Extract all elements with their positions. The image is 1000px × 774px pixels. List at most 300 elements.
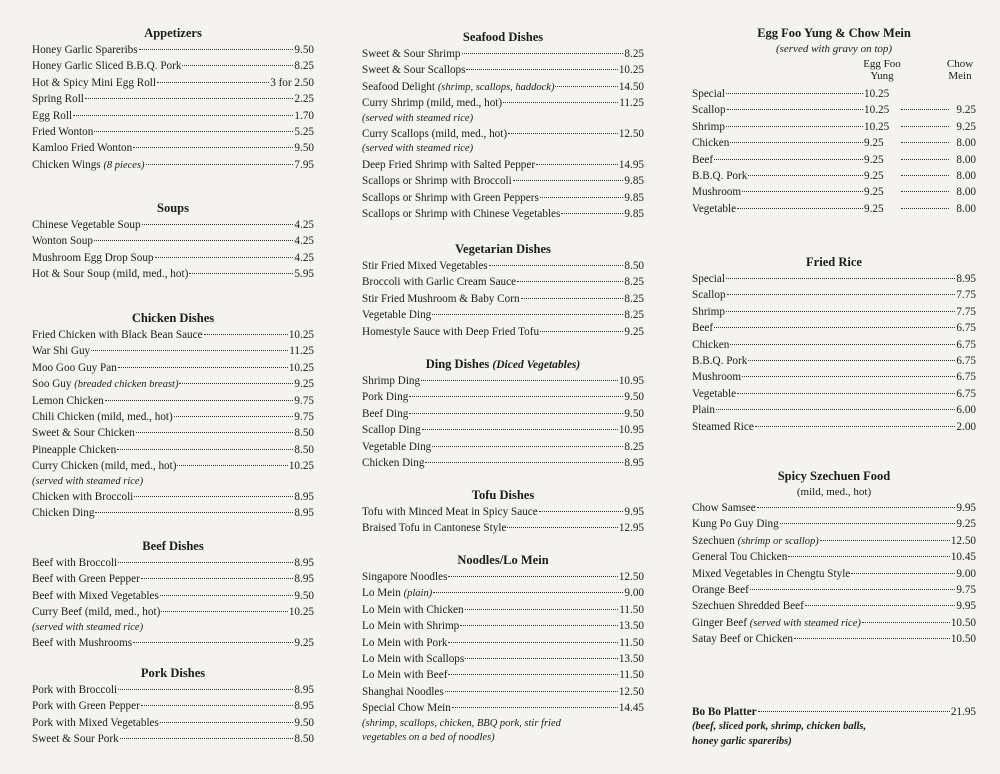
item-name (32, 360, 117, 376)
dot-leader (730, 344, 955, 345)
item-name (32, 604, 160, 620)
item-name-text: Tofu with Minced Meat in Spicy Sauce (362, 506, 538, 518)
dot-leader (433, 592, 623, 593)
dot-leader (727, 109, 863, 110)
item-price: 9.00 (624, 587, 644, 600)
menu-item (32, 75, 314, 91)
item-name (362, 173, 512, 189)
menu-item (692, 86, 976, 102)
item-price: 12.95 (618, 522, 644, 535)
menu-item (362, 684, 644, 700)
appetizers-section (32, 25, 314, 173)
item-name-text: Kung Po Guy Ding (692, 518, 779, 531)
item-price: 9.95 (624, 506, 644, 518)
dot-leader (540, 331, 623, 332)
item-name-text: Beef Ding (362, 407, 409, 420)
item-name (32, 458, 176, 474)
item-name (692, 566, 850, 582)
dot-leader (820, 540, 950, 541)
item-price: 14.45 (618, 702, 644, 715)
item-name: Beef (692, 153, 714, 166)
item-name-text: Shrimp (692, 305, 725, 318)
menu-item (692, 152, 976, 168)
item-name-text: Chicken Ding (362, 456, 425, 469)
item-name-text: Beef with Broccoli (32, 557, 118, 569)
dot-leader (805, 605, 956, 606)
item-price: 9.25 (294, 378, 314, 391)
item-name-text: B.B.Q. Pork (692, 354, 748, 367)
dot-leader (160, 595, 294, 596)
item-name (362, 700, 451, 716)
beef-dishes-section (32, 538, 314, 651)
menu-item (692, 119, 976, 135)
menu-item (362, 602, 644, 618)
dot-leader (73, 115, 293, 116)
item-price: 9.85 (624, 191, 644, 204)
menu-item (362, 439, 644, 455)
item-name-text: Chow Samsee (692, 502, 756, 514)
item-name-text: Sweet & Sour Chicken (32, 427, 135, 440)
menu-item-list (692, 271, 976, 435)
menu-item (32, 140, 314, 156)
item-name: Mushroom (692, 186, 742, 199)
item-note: (shrimp, scallops, chicken, BBQ pork, stir fried (362, 717, 561, 729)
item-price: 8.95 (294, 684, 314, 696)
menu-item (32, 715, 314, 731)
dot-leader (452, 707, 618, 708)
item-price: 9.00 (956, 567, 976, 580)
item-name (692, 369, 741, 385)
menu-item (32, 731, 314, 747)
menu-item (692, 419, 976, 435)
item-name (362, 569, 447, 585)
dot-leader (742, 376, 955, 377)
item-price: 8.50 (294, 443, 314, 456)
item-detail: (served with steamed rice) (749, 617, 861, 629)
item-price: 9.95 (956, 502, 976, 514)
dot-leader (507, 527, 617, 528)
dot-leader (134, 496, 293, 497)
menu-item (692, 549, 976, 565)
egg-foo-yung-price: 9.25 (864, 169, 884, 182)
item-price: 9.85 (624, 208, 644, 221)
section-title: Pork Dishes (140, 666, 206, 680)
item-name (32, 266, 188, 282)
item-name (362, 455, 424, 471)
section-title: Soups (157, 201, 189, 215)
item-price: 8.50 (624, 260, 644, 272)
item-price: 8.50 (294, 427, 314, 440)
item-price: 3 for 2.50 (270, 76, 314, 89)
egg-foo-yung-chow-mein-section (692, 25, 976, 217)
item-name (692, 287, 726, 303)
item-name-text: Beef with Mushrooms (32, 637, 133, 650)
item-name (362, 291, 520, 307)
item-name (32, 233, 93, 249)
menu-item-list (692, 500, 976, 648)
item-price: 7.75 (956, 289, 976, 302)
menu-item (692, 353, 976, 369)
item-name (362, 258, 488, 274)
item-price: 8.25 (624, 48, 644, 60)
item-name (692, 516, 779, 532)
menu-item-list (362, 46, 644, 223)
dot-leader (204, 334, 288, 335)
item-name-text: Moo Goo Guy Pan (32, 361, 117, 374)
dot-leader (726, 311, 955, 312)
item-name (32, 682, 117, 698)
menu-item (692, 386, 976, 402)
item-price: 9.25 (956, 518, 976, 531)
item-name (362, 618, 459, 634)
dot-leader (536, 164, 618, 165)
menu-item (32, 217, 314, 233)
menu-item (362, 618, 644, 634)
dot-leader (539, 511, 624, 512)
dot-leader (901, 109, 949, 110)
item-name (32, 393, 104, 409)
item-name-text: Lo Mein with Chicken (362, 603, 464, 616)
dot-leader (466, 69, 617, 70)
egg-foo-yung-rows (692, 86, 976, 217)
item-price: 8.95 (956, 273, 976, 285)
item-name (32, 731, 119, 747)
item-price: 6.75 (956, 354, 976, 367)
menu-item (32, 425, 314, 441)
item-name-text: Mushroom Egg Drop Soup (32, 251, 154, 264)
item-name-text: Curry Beef (mild, med., hot) (32, 606, 161, 619)
item-name (362, 95, 502, 111)
item-name (692, 271, 725, 287)
dot-leader (561, 213, 623, 214)
item-name (32, 343, 90, 359)
item-price: 2.00 (956, 420, 976, 433)
item-name (362, 79, 554, 95)
chow-mein-price: 9.25 (956, 120, 976, 133)
menu-item (32, 604, 314, 620)
item-name-text: Satay Beef or Chicken (692, 633, 793, 646)
section-title: Chicken Dishes (131, 311, 215, 325)
menu-item (692, 337, 976, 353)
dot-leader (465, 658, 618, 659)
item-price: 9.25 (624, 325, 644, 338)
item-name (32, 327, 203, 343)
menu-item (692, 631, 976, 647)
menu-item-list (362, 569, 644, 717)
menu-item (362, 504, 644, 520)
item-name-text: Vegetable Ding (362, 309, 432, 322)
section-title: Beef Dishes (142, 539, 204, 553)
dot-leader (136, 432, 294, 433)
item-name-text: Hot & Sour Soup (mild, med., hot) (32, 268, 189, 281)
soups-section (32, 200, 314, 283)
menu-item (692, 271, 976, 287)
item-note: vegetables on a bed of noodles) (362, 732, 495, 744)
item-name: Vegetable (692, 202, 737, 215)
menu-item (32, 58, 314, 74)
menu-item (362, 291, 644, 307)
menu-item (362, 455, 644, 471)
item-name (362, 585, 432, 601)
item-name (32, 91, 84, 107)
item-name-text: Scallops or Shrimp with Broccoli (362, 175, 512, 188)
dot-leader (758, 711, 950, 712)
dot-leader (714, 327, 955, 328)
menu-item (362, 389, 644, 405)
menu-item (362, 258, 644, 274)
item-price: 10.25 (288, 606, 314, 619)
item-name-text: Beef with Green Pepper (32, 573, 140, 586)
item-name-text: Fried Chicken with Black Bean Sauce (32, 329, 203, 341)
item-name-text: Honey Garlic Spareribs (32, 44, 138, 56)
item-name-text: Chicken Ding (32, 507, 95, 520)
section-title (362, 356, 644, 373)
egg-foo-yung-price: 9.25 (864, 186, 884, 199)
item-name-text: Honey Garlic Sliced B.B.Q. Pork (32, 60, 182, 73)
dot-leader (421, 380, 618, 381)
menu-item (32, 42, 314, 58)
dot-leader (901, 126, 949, 127)
item-name-text: Stir Fried Mixed Vegetables (362, 260, 488, 272)
item-name (32, 157, 145, 173)
item-note: honey garlic spareribs) (692, 735, 792, 747)
dot-leader (540, 197, 624, 198)
dot-leader (189, 273, 293, 274)
menu-item (32, 489, 314, 505)
dot-leader (155, 257, 294, 258)
dot-leader (465, 609, 619, 610)
item-name-text: Chicken Wings (32, 158, 101, 171)
item-name: B.B.Q. Pork (692, 169, 748, 182)
item-price: 21.95 (950, 706, 976, 718)
menu-item (692, 184, 976, 200)
item-name (362, 406, 408, 422)
dot-leader (460, 625, 618, 626)
dot-leader (177, 465, 287, 466)
item-name-text: Stir Fried Mushroom & Baby Corn (362, 292, 520, 305)
menu-item (362, 585, 644, 601)
item-name (32, 505, 94, 521)
item-price: 13.50 (618, 620, 644, 633)
item-name-text: Lo Mein with Scallops (362, 652, 465, 665)
menu-item (32, 91, 314, 107)
dot-leader (118, 562, 293, 563)
dot-leader (133, 147, 293, 148)
item-price: 11.25 (289, 345, 314, 358)
dot-leader (157, 82, 269, 83)
section-title-text: Ding Dishes (425, 357, 490, 371)
item-price: 9.50 (624, 391, 644, 404)
item-price: 10.25 (288, 460, 314, 473)
item-name (32, 588, 159, 604)
dot-leader (105, 400, 294, 401)
item-name (692, 320, 713, 336)
item-name-text: Vegetable Ding (362, 440, 432, 453)
item-name-text: Chinese Vegetable Soup (32, 219, 141, 231)
item-price: 12.50 (950, 534, 976, 547)
item-name (32, 698, 140, 714)
dot-leader (851, 573, 955, 574)
menu-item-list (32, 555, 314, 651)
item-price: 12.50 (618, 685, 644, 698)
header-line: Chow (946, 58, 974, 70)
item-name: Special (692, 88, 725, 100)
menu-item (32, 360, 314, 376)
item-name (692, 386, 736, 402)
dot-leader (142, 224, 294, 225)
item-name-text: Chicken (692, 338, 730, 351)
item-name: Scallop (692, 104, 726, 117)
item-name-text: Sweet & Sour Shrimp (362, 48, 461, 60)
dot-leader (714, 159, 863, 160)
menu-item (692, 566, 976, 582)
menu-item (362, 635, 644, 651)
item-note: (beef, sliced pork, shrimp, chicken balls, (692, 721, 867, 733)
item-name-text: Mushroom (692, 371, 742, 384)
menu-item (362, 157, 644, 173)
section-title: Noodles/Lo Mein (457, 553, 549, 567)
item-name: Shrimp (692, 120, 725, 133)
dot-leader (445, 691, 618, 692)
item-name-text: Plain (692, 404, 715, 417)
item-name (362, 324, 539, 340)
menu-item (32, 682, 314, 698)
item-name-text: Beef with Mixed Vegetables (32, 589, 159, 602)
menu-item (32, 409, 314, 425)
dot-leader (716, 409, 955, 410)
section-title: Appetizers (144, 26, 202, 40)
menu-item (362, 206, 644, 222)
item-name (692, 631, 793, 647)
dot-leader (726, 126, 863, 127)
item-name-text: Lo Mein with Pork (362, 636, 448, 649)
item-price: 8.95 (294, 507, 314, 520)
chow-mein-price: 8.00 (956, 169, 976, 182)
chow-mein-price: 8.00 (956, 153, 976, 166)
egg-foo-yung-price: 10.25 (864, 88, 890, 100)
menu-item (32, 124, 314, 140)
item-name (32, 715, 159, 731)
item-name (692, 500, 756, 516)
item-name-text: Scallop Ding (362, 424, 421, 437)
item-price: 9.50 (294, 142, 314, 155)
section-subtitle: (served with gravy on top) (775, 43, 893, 55)
item-name-text: Szechuen Shredded Beef (692, 600, 804, 613)
dot-leader (117, 449, 293, 450)
item-name (32, 217, 141, 233)
item-name-text: Lo Mein with Beef (362, 669, 448, 682)
dot-leader (742, 191, 863, 192)
dot-leader (901, 208, 949, 209)
dot-leader (146, 164, 294, 165)
item-name-text: Deep Fried Shrimp with Salted Pepper (362, 158, 536, 171)
item-price: 11.50 (619, 669, 644, 682)
item-price: 13.50 (618, 652, 644, 665)
vegetarian-dishes-section (362, 241, 644, 340)
item-name-text: Kamloo Fried Wonton (32, 142, 133, 155)
menu-item (362, 190, 644, 206)
section-title: Tofu Dishes (471, 488, 535, 502)
menu-item (32, 555, 314, 571)
menu-item (362, 406, 644, 422)
item-name (32, 489, 133, 505)
item-name (362, 206, 560, 222)
dot-leader (95, 512, 293, 513)
item-name-text: Chili Chicken (mild, med., hot) (32, 410, 173, 423)
dot-leader (755, 426, 956, 427)
item-name (362, 635, 447, 651)
menu-item-list (362, 504, 644, 537)
dot-leader (462, 53, 624, 54)
dot-leader (422, 429, 618, 430)
item-name (362, 651, 464, 667)
menu-item (32, 327, 314, 343)
menu-item (362, 62, 644, 78)
chow-mein-price: 9.25 (956, 104, 976, 117)
dot-leader (513, 180, 624, 181)
egg-foo-yung-price: 10.25 (864, 104, 890, 117)
item-name (32, 42, 138, 58)
menu-item (692, 582, 976, 598)
item-price: 9.50 (294, 589, 314, 602)
item-price: 9.50 (624, 407, 644, 420)
dot-leader (757, 507, 956, 508)
menu-item-list (32, 42, 314, 173)
item-name-text: Lemon Chicken (32, 394, 104, 407)
menu-item (692, 704, 976, 720)
item-name (362, 667, 447, 683)
item-price: 6.00 (956, 404, 976, 417)
item-name-text: Special Chow Mein (362, 702, 451, 715)
menu-item (32, 266, 314, 282)
dot-leader (94, 131, 293, 132)
dot-leader (780, 523, 956, 524)
menu-item (362, 667, 644, 683)
item-name (32, 442, 116, 458)
dot-leader (730, 142, 863, 143)
menu-item (692, 516, 976, 532)
item-name (362, 274, 516, 290)
section-title: Seafood Dishes (462, 30, 544, 44)
item-price: 8.95 (294, 557, 314, 569)
item-name (362, 307, 431, 323)
menu-item (32, 393, 314, 409)
item-name (32, 409, 173, 425)
dot-leader (141, 705, 294, 706)
item-name-text: General Tou Chicken (692, 551, 788, 564)
dot-leader (118, 367, 288, 368)
item-price: 9.50 (294, 716, 314, 729)
menu-item-list (362, 373, 644, 471)
item-name-text: Steamed Rice (692, 420, 754, 433)
item-name (692, 582, 749, 598)
item-price: 10.95 (618, 424, 644, 437)
menu-item (692, 402, 976, 418)
item-price: 4.25 (294, 251, 314, 264)
item-name-text: Spring Roll (32, 93, 84, 106)
dot-leader (448, 576, 617, 577)
dot-leader (94, 240, 293, 241)
dot-leader (521, 298, 624, 299)
dot-leader (182, 65, 293, 66)
item-name-text: Seafood Delight (362, 80, 436, 93)
dot-leader (862, 622, 950, 623)
dot-leader (737, 208, 863, 209)
item-name-text: Curry Shrimp (mild, med., hot) (362, 97, 503, 110)
item-name-text: Orange Beef (692, 583, 749, 596)
seafood-dishes-section (362, 29, 644, 223)
dot-leader (409, 396, 623, 397)
